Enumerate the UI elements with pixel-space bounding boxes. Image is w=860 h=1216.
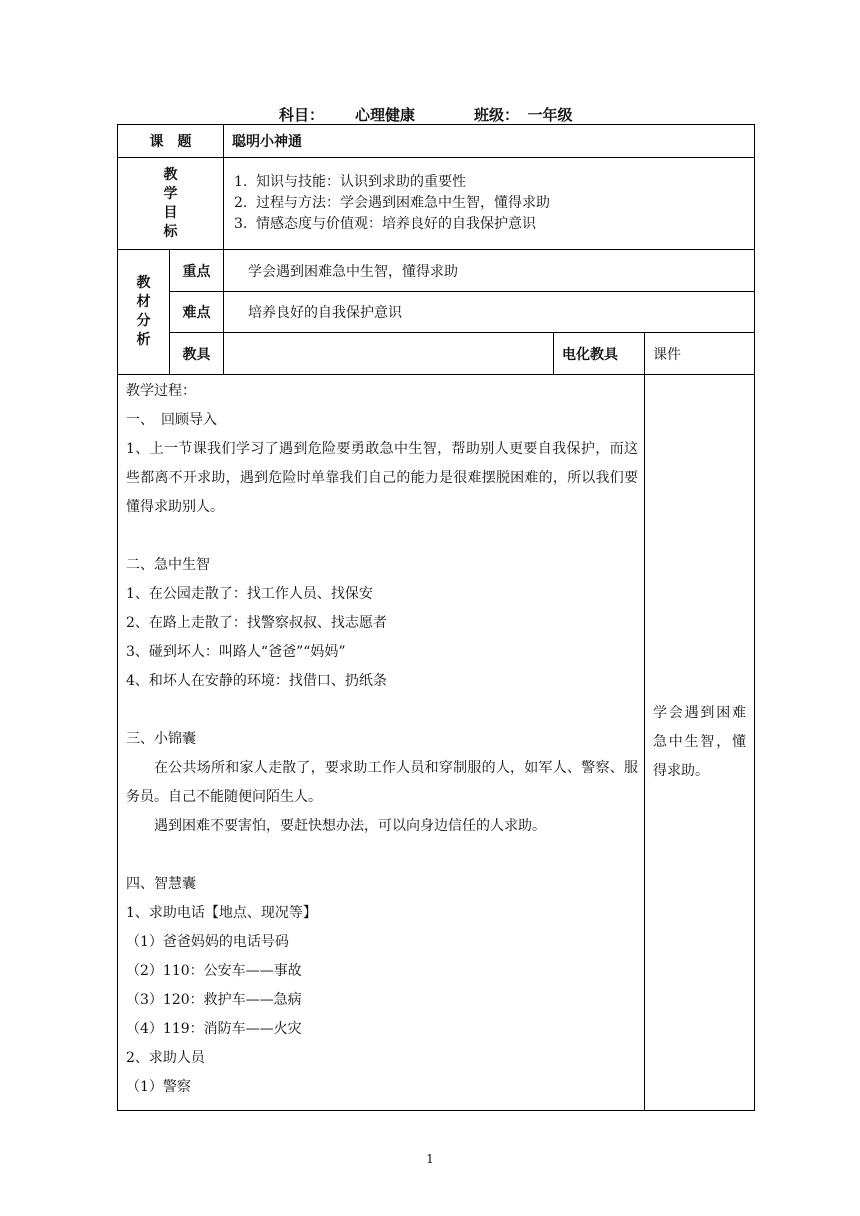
page-number: 1	[426, 1152, 434, 1166]
paragraph: 在公共场所和家人走散了，要求助工作人员和穿制服的人，如军人、警察、服务员。自己不能随便问陌生人。	[126, 760, 638, 805]
list-item: 1、在公园走散了：找工作人员、找保安	[126, 586, 373, 602]
class-label: 班级：	[474, 106, 520, 124]
process-row	[118, 375, 755, 1111]
media-tools-label: 电化教具	[554, 333, 645, 375]
list-item: 2、求助人员	[126, 1050, 205, 1066]
difficulty-value: 培养良好的自我保护意识	[224, 292, 755, 333]
goal-item: 2. 过程与方法：学会遇到困难急中生智，懂得求助	[234, 195, 550, 211]
section-title: 一、 回顾导入	[126, 412, 217, 428]
paragraph: 遇到困难不要害怕，要赶快想办法，可以向身边信任的人求助。	[154, 818, 546, 834]
subject-value: 心理健康	[324, 106, 446, 125]
teaching-process	[118, 375, 645, 1111]
difficulty-row	[118, 292, 755, 333]
goals-label: 教 学 目 标	[163, 166, 178, 240]
list-item: 2、在路上走散了：找警察叔叔、找志愿者	[126, 615, 387, 631]
list-item: （1）警察	[126, 1079, 191, 1095]
difficulty-label: 难点	[170, 292, 224, 333]
goals-label-cell	[118, 158, 224, 250]
section-title: 三、小锦囊	[126, 731, 196, 747]
topic-label: 课 题	[118, 125, 224, 158]
tools-label: 教具	[170, 333, 224, 375]
goal-item: 1. 知识与技能：认识到求助的重要性	[234, 174, 466, 190]
tools-value	[224, 333, 554, 375]
analysis-label: 教 材 分 析	[136, 275, 151, 348]
lesson-plan-table	[117, 124, 755, 1111]
paragraph: 1、上一节课我们学习了遇到危险要勇敢急中生智，帮助别人更要自我保护，而这些都离不开求助，遇到危险时单靠我们自己的能力是很难摆脱困难的，所以我们要懂得求助别人。	[126, 441, 638, 515]
media-tools-value: 课件	[645, 333, 755, 375]
key-point-value: 学会遇到困难急中生智，懂得求助	[224, 250, 755, 292]
class-value: 一年级	[519, 106, 581, 125]
goals-list	[224, 158, 755, 250]
key-point-row	[118, 250, 755, 292]
topic-value: 聪明小神通	[224, 125, 755, 158]
list-item: 4、和坏人在安静的环境：找借口、扔纸条	[126, 673, 387, 689]
list-item: 1、求助电话【地点、现况等】	[126, 905, 317, 921]
list-item: （3）120：救护车——急病	[126, 992, 302, 1008]
topic-row	[118, 125, 755, 158]
list-item: （4）119：消防车——火灾	[126, 1021, 302, 1037]
process-heading: 教学过程：	[126, 383, 196, 399]
page-header	[0, 104, 860, 125]
side-note: 学会遇到困难急中生智，懂得求助。	[645, 375, 755, 1111]
goal-item: 3. 情感态度与价值观：培养良好的自我保护意识	[234, 216, 536, 232]
list-item: 3、碰到坏人：叫路人“爸爸”“妈妈”	[126, 644, 346, 660]
subject-label: 科目：	[278, 106, 324, 124]
tools-row	[118, 333, 755, 375]
analysis-label-cell	[118, 250, 170, 375]
section-title: 四、智慧囊	[126, 876, 196, 892]
list-item: （2）110：公安车——事故	[126, 963, 302, 979]
section-title: 二、急中生智	[126, 557, 210, 573]
goals-row	[118, 158, 755, 250]
key-point-label: 重点	[170, 250, 224, 292]
list-item: （1）爸爸妈妈的电话号码	[126, 934, 289, 950]
